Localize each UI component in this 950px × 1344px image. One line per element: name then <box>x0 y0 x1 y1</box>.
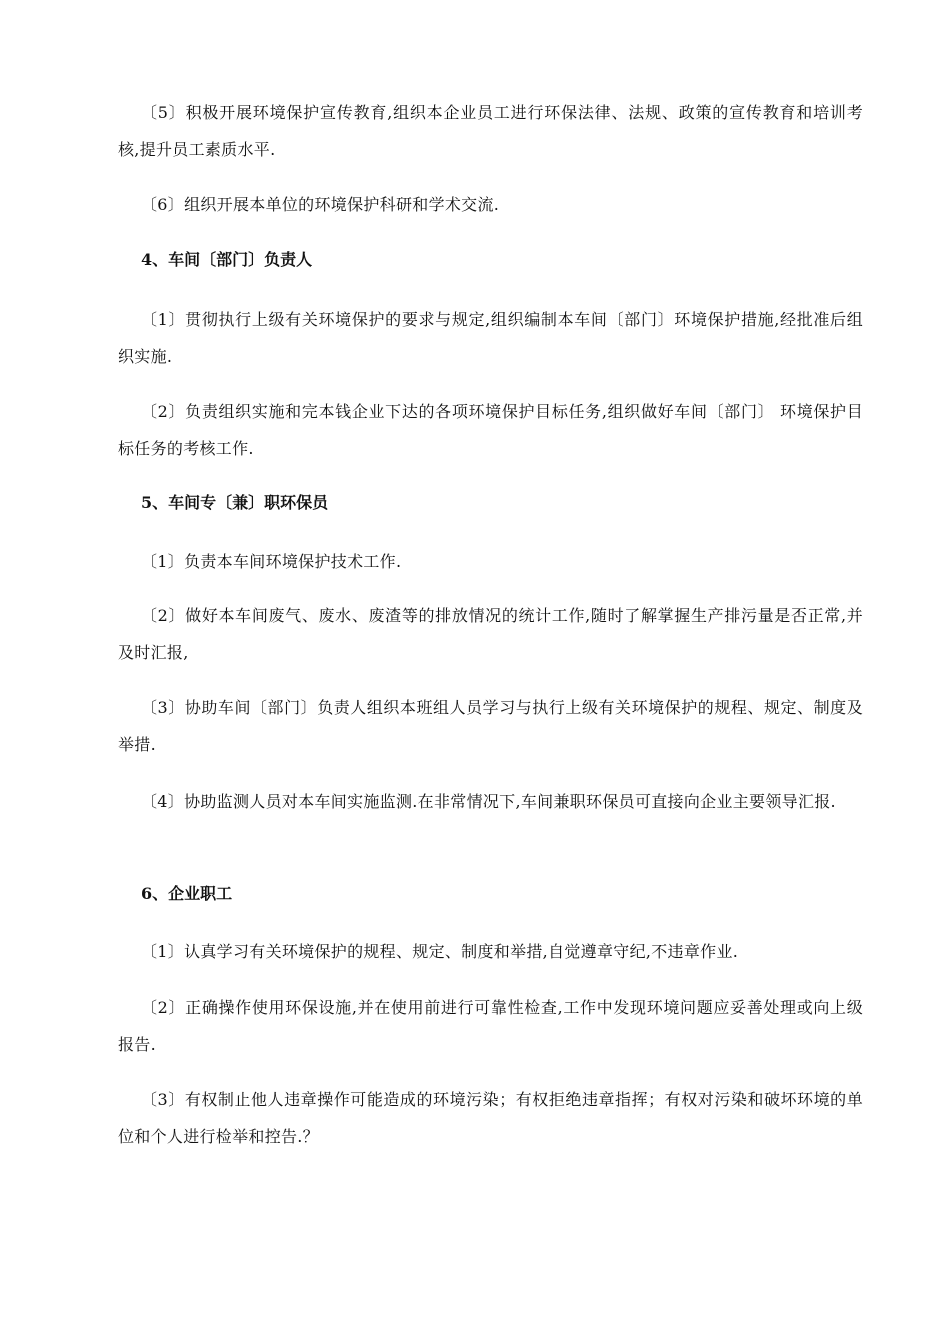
paragraph <box>118 1081 863 1155</box>
paragraph-text: 〔2〕负责组织实施和完本钱企业下达的各项环境保护目标任务,组织做好车间〔部门〕 环境保护目标任务的考核工作. <box>118 402 863 458</box>
paragraph <box>118 94 863 168</box>
paragraph-text: 〔3〕有权制止他人违章操作可能造成的环境污染；有权拒绝违章指挥；有权对污染和破坏环境的单位和个人进行检举和控告.？ <box>118 1090 863 1146</box>
paragraph <box>118 933 863 970</box>
paragraph-text: 〔5〕积极开展环境保护宣传教育,组织本企业员工进行环保法律、法规、政策的宣传教育和培训考核,提升员工素质水平. <box>118 103 863 159</box>
paragraph-text: 〔1〕贯彻执行上级有关环境保护的要求与规定,组织编制本车间〔部门〕环境保护措施,经批准后组织实施. <box>118 310 863 366</box>
paragraph <box>118 543 863 580</box>
section-heading-text: 5、车间专〔兼〕职环保员 <box>141 493 329 512</box>
section-heading <box>118 484 863 521</box>
paragraph-text: 〔3〕协助车间〔部门〕负责人组织本班组人员学习与执行上级有关环境保护的规程、规定、制度及举措. <box>118 698 863 754</box>
section-heading-text: 4、车间〔部门〕负责人 <box>141 250 313 269</box>
paragraph <box>118 689 863 763</box>
paragraph <box>118 301 863 375</box>
paragraph-text: 〔2〕做好本车间废气、废水、废渣等的排放情况的统计工作,随时了解掌握生产排污量是否正常,并及时汇报, <box>118 606 863 662</box>
paragraph-text: 〔4〕协助监测人员对本车间实施监测.在非常情况下,车间兼职环保员可直接向企业主要领导汇报. <box>141 792 836 811</box>
section-heading <box>118 241 863 278</box>
paragraph <box>118 597 863 671</box>
section-heading-text: 6、企业职工 <box>141 884 233 903</box>
paragraph <box>118 186 863 223</box>
section-heading <box>118 875 863 912</box>
paragraph-text: 〔1〕负责本车间环境保护技术工作. <box>141 552 402 571</box>
paragraph-text: 〔1〕认真学习有关环境保护的规程、规定、制度和举措,自觉遵章守纪,不违章作业. <box>141 942 739 961</box>
paragraph <box>118 393 863 467</box>
paragraph-text: 〔6〕组织开展本单位的环境保护科研和学术交流. <box>141 195 500 214</box>
paragraph-text: 〔2〕正确操作使用环保设施,并在使用前进行可靠性检查,工作中发现环境问题应妥善处理或向上级报告. <box>118 998 863 1054</box>
paragraph <box>118 989 863 1063</box>
paragraph <box>118 783 863 820</box>
